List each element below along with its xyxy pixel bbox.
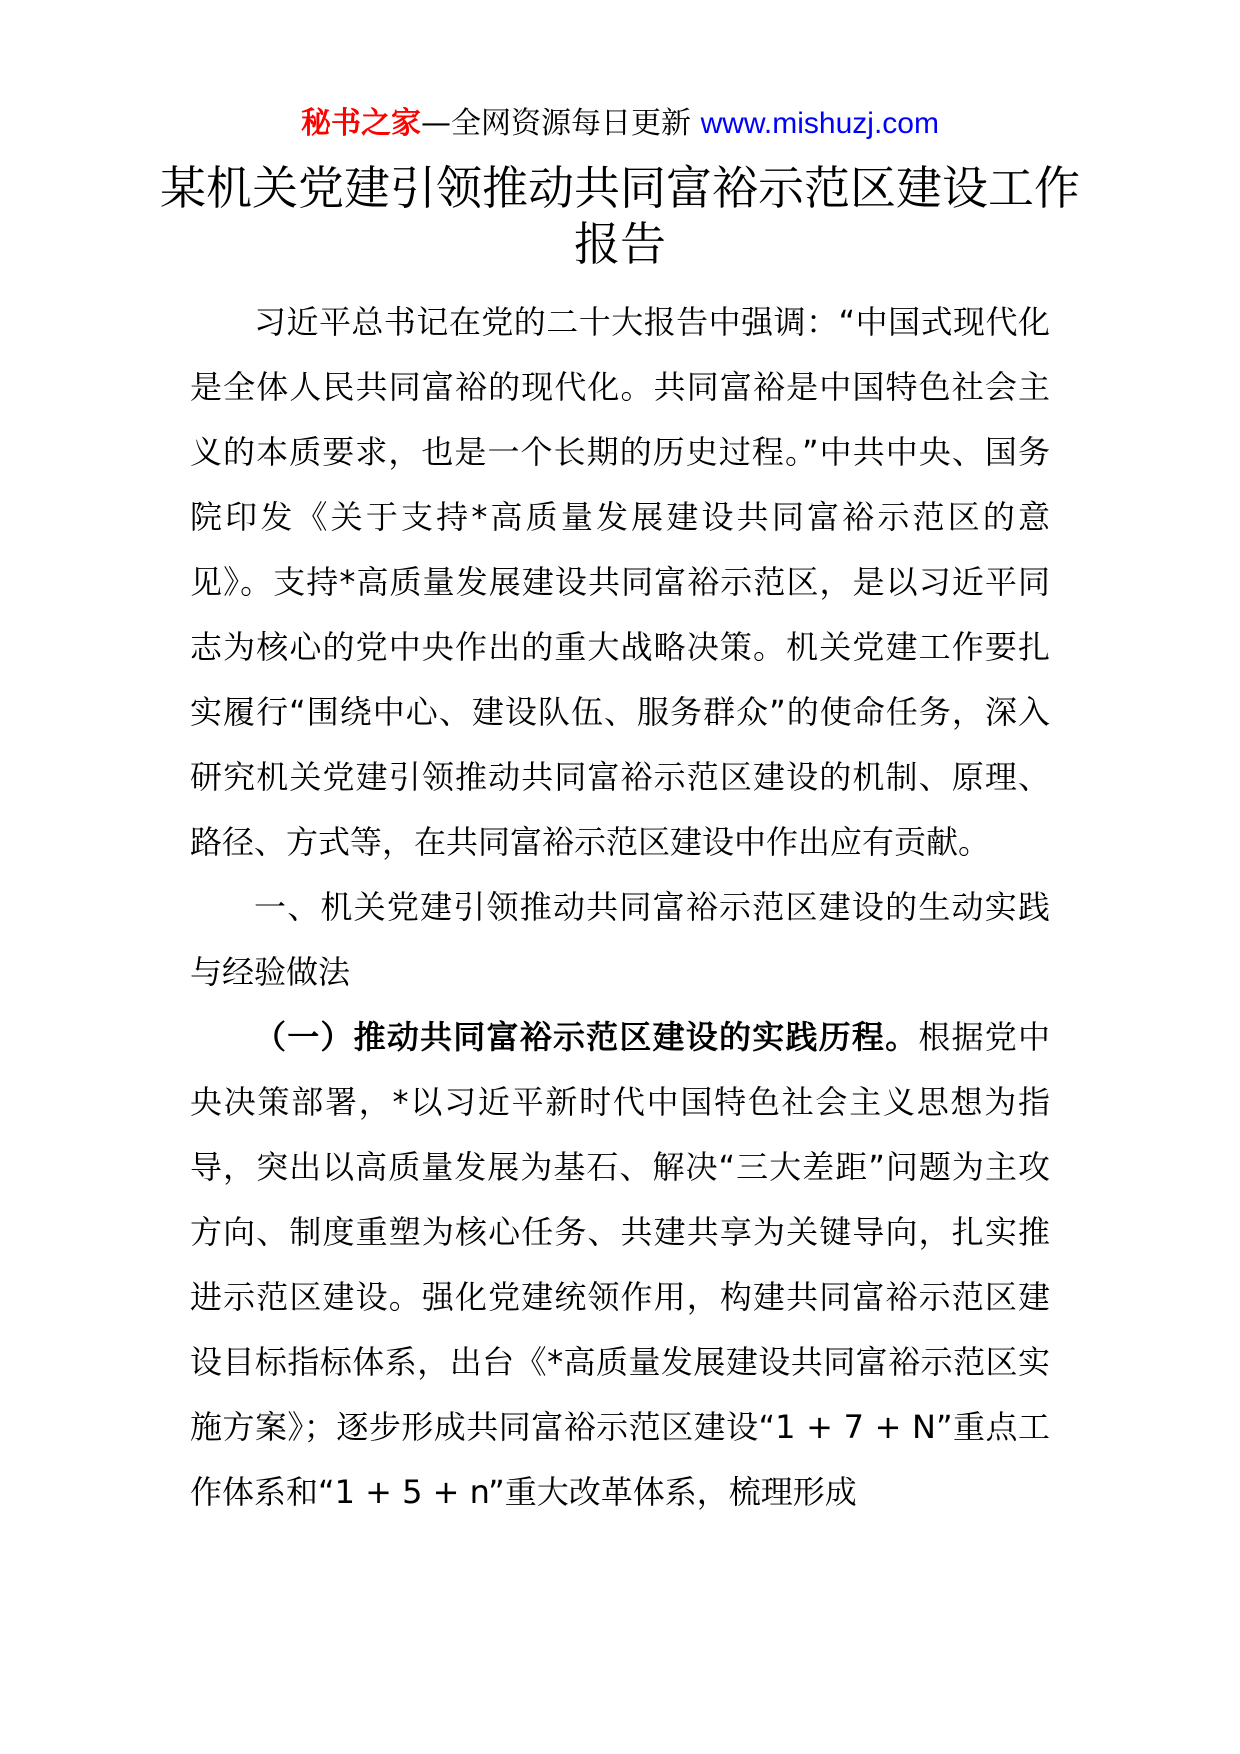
subsection-text: 根据党中央决策部署，*以习近平新时代中国特色社会主义思想为指导，突出以高质量发展为基石、解决“三大差距”问题为主攻方向、制度重塑为核心任务、共建共享为关键导向，扎实推进示范区建设。强化党建统领作用，构建共同富裕示范区建设目标指标体系，出台《*高质量发展建设共同富裕示范区实施方案》；逐步形成共同富裕示范区建设“1 + 7 + N”重点工作体系和“1 + 5 + n”重大改革体系，梳理形成 [190,1018,1050,1511]
site-tagline: —全网资源每日更新 [421,106,701,141]
site-header [0,102,1240,146]
intro-paragraph: 习近平总书记在党的二十大报告中强调：“中国式现代化是全体人民共同富裕的现代化。共同富裕是中国特色社会主义的本质要求，也是一个长期的历史过程。”中共中央、国务院印发《关于支持*高质量发展建设共同富裕示范区的意见》。支持*高质量发展建设共同富裕示范区，是以习近平同志为核心的党中央作出的重大战略决策。机关党建工作要扎实履行“围绕中心、建设队伍、服务群众”的使命任务，深入研究机关党建引领推动共同富裕示范区建设的机制、原理、路径、方式等，在共同富裕示范区建设中作出应有贡献。 [190,303,1050,861]
site-brand: 秘书之家 [301,106,422,141]
subsection-paragraph [190,1005,1050,1525]
subsection-heading: （一）推动共同富裕示范区建设的实践历程。 [254,1018,919,1056]
site-url-link[interactable]: www.mishuzj.com [700,107,939,140]
document-title: 某机关党建引领推动共同富裕示范区建设工作报告 [160,161,1080,271]
document-body [190,290,1050,1525]
section-heading: 一、机关党建引领推动共同富裕示范区建设的生动实践与经验做法 [190,888,1050,991]
